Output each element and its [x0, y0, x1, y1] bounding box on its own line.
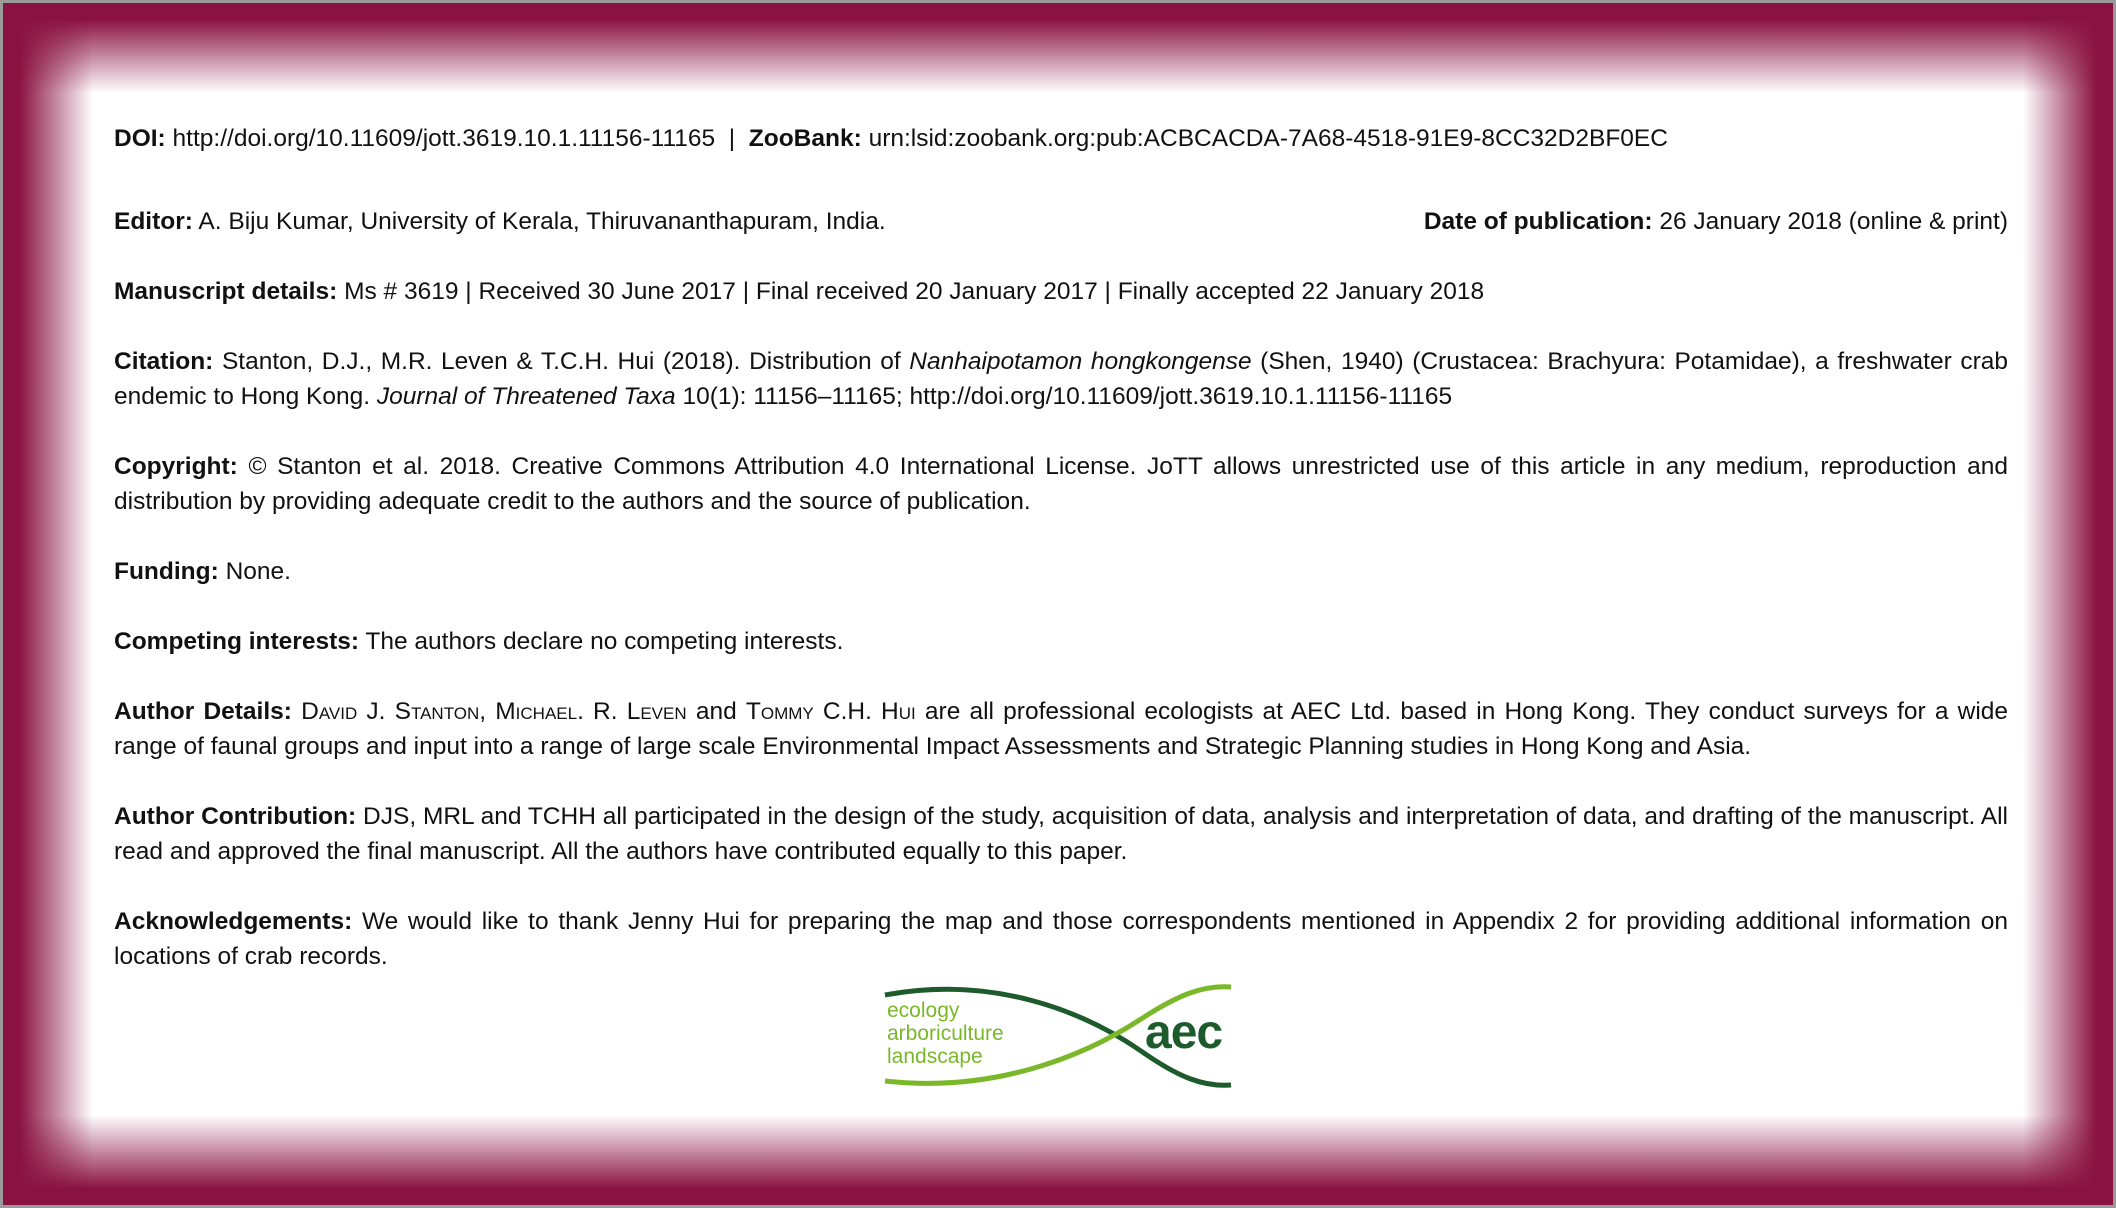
acknowledgements-value: We would like to thank Jenny Hui for preparing the map and those correspondents mentioned in Appendix 2 for providing additional information on locations of crab records. — [114, 908, 2008, 970]
competing-interests — [114, 624, 2008, 659]
funding-label: Funding: — [114, 558, 219, 585]
manuscript-label: Manuscript details: — [114, 278, 338, 305]
citation-species: Nanhaipotamon hongkongense — [909, 348, 1252, 375]
logo-word-arboriculture: arboriculture — [887, 1022, 1004, 1045]
competing-value: The authors declare no competing interests. — [365, 628, 844, 655]
citation-journal: Journal of Threatened Taxa — [376, 383, 676, 410]
doi-label: DOI: — [114, 125, 166, 152]
doi-line — [114, 121, 2008, 156]
author-contribution — [114, 799, 2008, 869]
acknowledgements — [114, 904, 2008, 974]
competing-label: Competing interests: — [114, 628, 360, 655]
author-separator-2: and — [695, 698, 737, 725]
frame-top-edge — [3, 3, 2113, 93]
date-value: 26 January 2018 (online & print) — [1659, 208, 2008, 235]
manuscript-value: Ms # 3619 | Received 30 June 2017 | Final received 20 January 2017 | Finally accepted 22 January 2018 — [344, 278, 1485, 305]
copyright-value: © Stanton et al. 2018. Creative Commons Attribution 4.0 International License. JoTT allows unrestricted use of this article in any medium, reproduction and distribution by providing adequate credit to the authors and the source of publication. — [114, 453, 2008, 515]
zoobank-value: urn:lsid:zoobank.org:pub:ACBCACDA-7A68-4518-91E9-8CC32D2BF0EC — [868, 125, 1668, 152]
doi-separator: | — [728, 125, 736, 152]
logo-words — [887, 999, 1004, 1068]
editor-date-line — [114, 204, 2008, 239]
acknowledgements-label: Acknowledgements: — [114, 908, 353, 935]
frame-right-edge — [2023, 3, 2113, 1205]
author-name-3: Tommy C.H. Hui — [745, 698, 916, 725]
author-details-text: are all professional ecologists at AEC Ltd. based in Hong Kong. They conduct surveys for a wide range of faunal groups and input into a range of large scale Environmental Impact Assessments and Strategic Planning studies in Hong Kong and Asia. — [114, 698, 2009, 760]
citation — [114, 344, 2008, 414]
zoobank-label: ZooBank: — [748, 125, 862, 152]
copyright — [114, 449, 2008, 519]
author-contribution-label: Author Contribution: — [114, 803, 357, 830]
logo-word-landscape: landscape — [887, 1045, 983, 1068]
editor-value: A. Biju Kumar, University of Kerala, Thiruvananthapuram, India. — [198, 208, 886, 235]
date-label: Date of publication: — [1423, 208, 1653, 235]
copyright-label: Copyright: — [114, 453, 238, 480]
frame-bottom-edge — [3, 1115, 2113, 1205]
editor-label: Editor: — [114, 208, 193, 235]
article-metadata — [114, 121, 2008, 974]
author-details-label: Author Details: — [114, 698, 292, 725]
funding-value: None. — [225, 558, 291, 585]
frame-left-edge — [3, 3, 93, 1205]
author-name-1: David J. Stanton — [301, 698, 480, 725]
citation-part1: Stanton, D.J., M.R. Leven & T.C.H. Hui (2018). Distribution of — [221, 348, 901, 375]
aec-logo — [883, 981, 1233, 1091]
citation-label: Citation: — [114, 348, 214, 375]
funding — [114, 554, 2008, 589]
editor-field — [114, 204, 886, 239]
logo-word-ecology: ecology — [887, 999, 960, 1022]
doi-value[interactable]: http://doi.org/10.11609/jott.3619.10.1.11156-11165 — [172, 125, 716, 152]
citation-part3[interactable]: 10(1): 11156–11165; http://doi.org/10.11609/jott.3619.10.1.11156-11165 — [682, 383, 1453, 410]
author-name-2: Michael. R. Leven — [495, 698, 687, 725]
date-field — [1424, 204, 2008, 239]
logo-mark: aec — [1145, 1006, 1223, 1059]
author-details — [114, 694, 2008, 764]
author-separator-1: , — [479, 698, 487, 725]
manuscript-details — [114, 274, 2008, 309]
author-contribution-value: DJS, MRL and TCHH all participated in the design of the study, acquisition of data, analysis and interpretation of data, and drafting of the manuscript. All read and approved the final manuscript. All the authors have contributed equally to this paper. — [114, 803, 2009, 865]
citation-part2: (Shen, 1940) (Crustacea: Brachyura: Potamidae), a freshwater crab endemic to Hong Kong. — [114, 348, 2008, 410]
